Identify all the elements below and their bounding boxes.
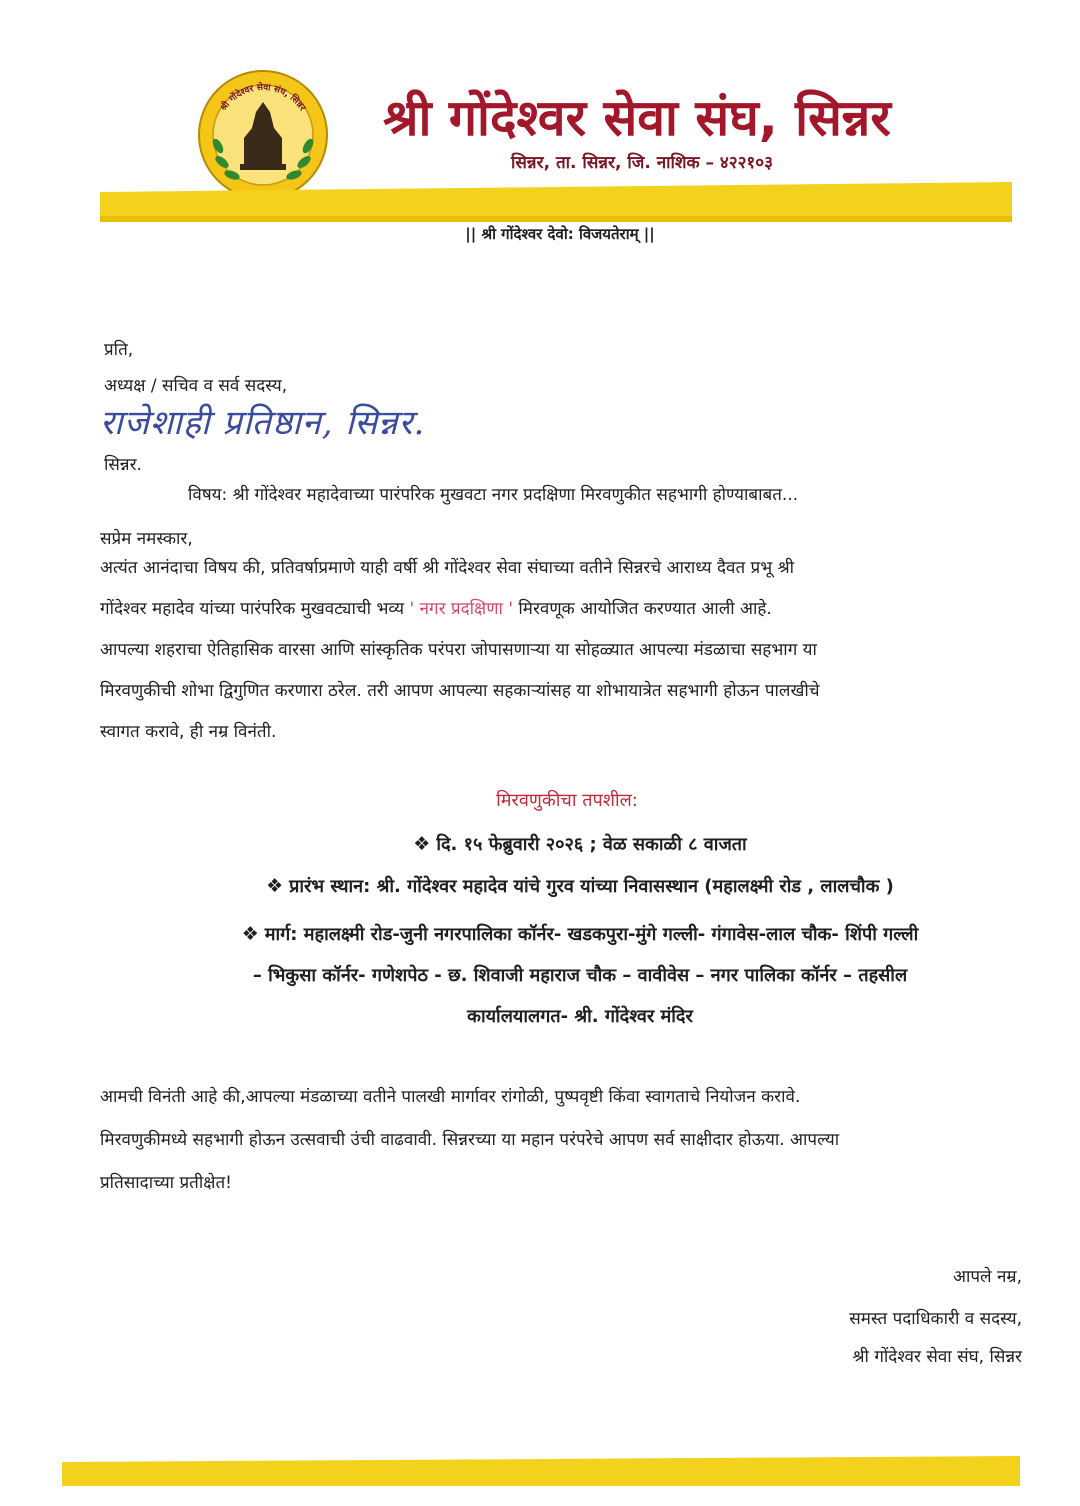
- salutation: सप्रेम नमस्कार,: [100, 529, 193, 549]
- details-heading: मिरवणुकीचा तपशील:: [496, 790, 638, 811]
- route-text: मार्ग: महालक्ष्मी रोड-जुनी नगरपालिका कॉर्नर- खडकपुरा-मुंगे गल्ली- गंगावेस-लाल चौक- शिंपी गल्ली: [264, 924, 919, 945]
- to-label: प्रति,: [104, 340, 134, 360]
- signature-members: समस्त पदाधिकारी व सदस्य,: [849, 1309, 1022, 1329]
- subject-line: विषय: श्री गोंदेश्वर महादेवाच्या पारंपरिक मुखवटा नगर प्रदक्षिणा मिरवणुकीत सहभागी होण्याबाबत...: [188, 485, 799, 505]
- date-time-text: दि. १५ फेब्रुवारी २०२६ ; वेळ सकाळी ८ वाजता: [436, 834, 747, 855]
- detail-route: [130, 914, 1030, 1037]
- paragraph-line: आमची विनंती आहे की,आपल्या मंडळाच्या वतीने पालखी मार्गावर रांगोळी, पुष्पवृष्टी किंवा स्वागताचे नियोजन करावे.: [100, 1087, 801, 1107]
- diamond-bullet-icon: ❖: [413, 833, 431, 855]
- detail-date-time: [100, 832, 1060, 856]
- paragraph-line: मिरवणुकीमध्ये सहभागी होऊन उत्सवाची उंची वाढवावी. सिन्नरच्या या महान परंपरेचे आपण सर्व साक्षीदार होऊया. आपल्या: [100, 1130, 840, 1150]
- recipient-role: अध्यक्ष / सचिव व सर्व सदस्य,: [104, 376, 288, 396]
- header-yellow-band: [100, 180, 1012, 222]
- diamond-bullet-icon: ❖: [266, 875, 284, 897]
- org-title: श्री गोंदेश्वर सेवा संघ, सिन्नर: [383, 89, 891, 147]
- signature-closing: आपले नम्र,: [953, 1267, 1022, 1287]
- recipient-organization-handwritten: राजेशाही प्रतिष्ठान, सिन्नर.: [100, 403, 426, 443]
- nagar-pradakshina-highlight: ' नगर प्रदक्षिणा ': [409, 599, 513, 619]
- start-place-text: प्रारंभ स्थान: श्री. गोंदेश्वर महादेव यांचे गुरव यांच्या निवासस्थान (महालक्ष्मी रोड , लालचौक ): [289, 876, 894, 897]
- route-line: – भिकुसा कॉर्नर- गणेशपेठ - छ. शिवाजी महाराज चौक – वावीवेस – नगर पालिका कॉर्नर – तहसील: [252, 965, 908, 986]
- route-line: कार्यालयालगत- श्री. गोंदेश्वर मंदिर: [467, 1006, 693, 1027]
- signature-org: श्री गोंदेश्वर सेवा संघ, सिन्नर: [852, 1347, 1022, 1367]
- route-line: [130, 914, 1030, 955]
- recipient-city: सिन्नर.: [104, 455, 142, 475]
- paragraph-line: अत्यंत आनंदाचा विषय की, प्रतिवर्षाप्रमाणे याही वर्षी श्री गोंदेश्वर सेवा संघाच्या वतीने सिन्नरचे आराध्य दैवत प्रभू श्री: [100, 558, 795, 578]
- paragraph-line: मिरवणुकीची शोभा द्विगुणित करणारा ठरेल. तरी आपण आपल्या सहकाऱ्यांसह या शोभायात्रेत सहभागी होऊन पालखीचे: [100, 681, 820, 701]
- paragraph-line: प्रतिसादाच्या प्रतीक्षेत!: [100, 1173, 232, 1193]
- detail-start-place: [100, 874, 1060, 898]
- logo-arc-text: श्री गोंदेश्वर सेवा संघ, सिन्नर: [218, 82, 308, 114]
- org-address: सिन्नर, ता. सिन्नर, जि. नाशिक – ४२२१०३: [511, 153, 773, 173]
- paragraph-text: गोंदेश्वर महादेव यांच्या पारंपरिक मुखवट्याची भव्य: [100, 599, 410, 619]
- paragraph-line: आपल्या शहराचा ऐतिहासिक वारसा आणि सांस्कृतिक परंपरा जोपासणाऱ्या या सोहळ्यात आपल्या मंडळाचा सहभाग या: [100, 640, 817, 660]
- paragraph-line: [100, 589, 1020, 630]
- paragraph-line: स्वागत करावे, ही नम्र विनंती.: [100, 722, 277, 742]
- diamond-bullet-icon: ❖: [241, 923, 259, 945]
- paragraph-text: मिरवणूक आयोजित करण्यात आली आहे.: [513, 599, 772, 619]
- request-paragraph: [100, 1076, 1020, 1205]
- footer-yellow-band: [62, 1456, 1020, 1486]
- motto: || श्री गोंदेश्वर देवो: विजयतेराम् ||: [465, 225, 655, 243]
- invitation-paragraph: [100, 548, 1020, 753]
